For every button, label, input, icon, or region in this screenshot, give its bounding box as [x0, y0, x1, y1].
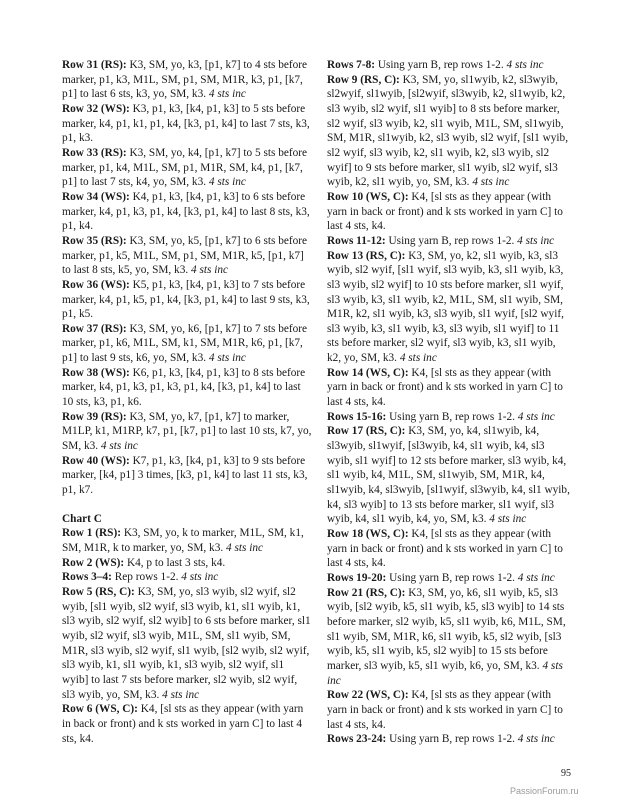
instruction-row — [62, 556, 312, 571]
instruction-row — [62, 526, 312, 555]
row-text: K7, p1, k3, [k4, p1, k3] to 9 sts before marker, [k4, p1] 3 times, [k3, p1, k4] to last 11 sts, k3, p1, k7. — [62, 454, 308, 497]
row-label: Row 17 (RS, C): — [327, 425, 406, 438]
row-increase-note: 4 sts inc — [208, 176, 246, 189]
row-increase-note: 4 sts inc — [208, 88, 246, 101]
row-label: Row 36 (WS): — [62, 278, 130, 291]
row-label: Rows 23-24: — [327, 733, 387, 746]
instruction-row — [62, 702, 312, 746]
row-text: K3, SM, yo, sl3 wyib, sl2 wyif, sl2 wyib, [sl1 wyib, sl2 wyif, sl3 wyib, k1, sl1 wyib, k1, sl3 wyib, sl2 wyif, sl2 wyib] to 6 sts before marker, sl1 wyib, sl2 wyif, sl3 wyib, M1L, SM, sl1 wyib, SM, M1R, sl3 wyib, sl2 wyif, sl1 wyib, [sl2 wyib, sl2 wyif, sl3 wyib, k1, sl1 wyib, k1, sl3 wyib, sl2 wyif, sl1 wyib] to last 7 sts before marker, sl2 wyib, sl2 wyif, sl3 wyib, yo, SM, k3. — [62, 585, 311, 701]
row-label: Row 2 (WS): — [62, 556, 125, 569]
row-increase-note: 4 sts inc — [472, 176, 510, 189]
row-increase-note: 4 sts inc — [489, 513, 527, 526]
row-label: Row 35 (RS): — [62, 234, 127, 247]
row-text: K4, [sl sts as they appear (with yarn in back or front) and k sts worked in yarn C] to last 4 sts, k4. — [327, 528, 563, 570]
row-label: Row 33 (RS): — [62, 146, 127, 159]
row-label: Row 1 (RS): — [62, 527, 121, 540]
row-label: Row 31 (RS): — [62, 59, 127, 71]
row-text: K4, [sl sts as they appear (with yarn in back or front) and k sts worked in yarn C] to last 4 sts, k4. — [327, 689, 563, 731]
row-text: K6, p1, k3, [k4, p1, k3] to 8 sts before marker, k4, p1, k3, p1, k3, p1, k4, [k3, p1, k4] to last 10 sts, k3, p1, k6. — [62, 366, 306, 409]
row-increase-note: 4 sts inc — [100, 440, 138, 453]
row-text: Using yarn B, rep rows 1-2. — [385, 234, 518, 247]
row-text: Using yarn B, rep rows 1-2. — [375, 59, 507, 71]
watermark: PassionForum.ru — [510, 786, 579, 796]
instruction-row — [327, 58, 572, 73]
instruction-row — [327, 571, 572, 586]
chart-c-row-list — [62, 526, 312, 746]
instruction-row — [327, 732, 572, 747]
left-column — [62, 58, 312, 746]
row-text: K3, SM, yo, sl1wyib, k2, sl3wyib, sl2wyif, sl1wyib, [sl2wyif, sl3wyib, k2, sl1wyib, k2, sl3 wyib, sl2 wyif, sl1 wyib] to 8 sts before marker, sl2 wyif, sl3 wyib, k2, sl1 wyib, M1L, SM, sl1wyib, SM, M1R, sl1wyib, k2, sl3 wyib, sl2 wyif, [sl1 wyib, sl2 wyif, sl3 wyib, k2, sl1 wyib, k2, sl3 wyib, sl2 wyif] to 9 sts before marker, sl1 wyib, sl2 wyif, sl3 wyib, k2, sl1 wyib, yo, SM, k3. — [327, 73, 569, 189]
row-text: K3, SM, yo, k7, [p1, k7] to marker, M1LP, k1, M1RP, k7, p1, [k7, p1] to last 10 sts, k7, yo, SM, k3. — [62, 410, 312, 453]
row-label: Row 22 (WS, C): — [327, 689, 409, 702]
row-text: K4, p1, k3, [k4, p1, k3] to 6 sts before marker, k4, p1, k3, p1, k4, [k3, p1, k4] to last 8 sts, k3, p1, k4. — [62, 190, 310, 233]
row-text: Using yarn B, rep rows 1-2. — [386, 571, 518, 584]
instruction-row — [62, 585, 312, 702]
row-text: K3, SM, yo, k6, [p1, k7] to 7 sts before marker, p1, k6, M1L, SM, k1, SM, M1R, k6, p1, [k7, p1] to last 9 sts, k6, yo, SM, k3. — [62, 322, 308, 365]
row-text: K3, SM, yo, k to marker, M1L, SM, k1, SM, M1R, k to marker, yo, SM, k3. — [62, 527, 304, 554]
instruction-row — [327, 586, 572, 689]
row-increase-note: 4 sts inc — [191, 264, 229, 277]
instruction-row — [62, 58, 312, 102]
row-increase-note: 4 sts inc — [517, 410, 555, 423]
instruction-row — [62, 454, 312, 498]
row-label: Rows 19-20: — [327, 571, 387, 584]
instruction-row — [327, 190, 572, 234]
row-increase-note: 4 sts inc — [399, 352, 437, 365]
row-increase-note: 4 sts inc — [208, 352, 246, 365]
instruction-row — [327, 410, 572, 425]
instruction-row — [62, 234, 312, 278]
instruction-row — [327, 688, 572, 732]
row-label: Row 21 (RS, C): — [327, 586, 406, 599]
row-text: K3, p1, k3, [k4, p1, k3] to 5 sts before marker, k4, p1, k1, p1, k4, [k3, p1, k4] to last 7 sts, k3, p1, k3. — [62, 102, 310, 145]
row-text: K4, p to last 3 sts, k4. — [124, 556, 226, 569]
row-increase-note: 4 sts inc — [327, 659, 563, 687]
left-row-list — [62, 58, 312, 498]
row-text: K5, p1, k3, [k4, p1, k3] to 7 sts before marker, k4, p1, k5, p1, k4, [k3, p1, k4] to last 9 sts, k3, p1, k5. — [62, 278, 310, 321]
instruction-row — [62, 146, 312, 190]
row-label: Row 13 (RS, C): — [327, 249, 406, 262]
row-text: K4, [sl sts as they appear (with yarn in back or front) and k sts worked in yarn C] to last 4 sts, k4. — [327, 190, 563, 233]
row-text: K3, SM, yo, k4, sl1wyib, k4, sl3wyib, sl1wyif, [sl3wyib, k4, sl1 wyib, k4, sl3 wyib, sl1 wyif] to 12 sts before marker, sl3 wyib, k4, sl1 wyib, k4, M1L, SM, sl1wyib, SM, M1R, k4, sl1wyib, k4, sl3wyib, [sl1wyif, sl3wyib, k4, sl1 wyib, k4, sl3 wyib] to 13 sts before marker, sl1 wyif, sl3 wyib, k4, sl1 wyib, k4, yo, SM, k3. — [327, 425, 570, 526]
row-increase-note: 4 sts inc — [517, 234, 555, 247]
row-text: Rep rows 1-2. — [111, 571, 182, 584]
right-column — [327, 58, 572, 747]
row-increase-note: 4 sts inc — [162, 688, 200, 701]
instruction-row — [327, 366, 572, 410]
row-increase-note: 4 sts inc — [226, 542, 264, 554]
row-label: Row 5 (RS, C): — [62, 585, 135, 598]
instruction-row — [62, 410, 312, 454]
row-text: K4, [sl sts as they appear (with yarn in back or front) and k sts worked in yarn C] to last 4 sts, k4. — [327, 366, 563, 409]
row-label: Rows 7-8: — [327, 59, 376, 71]
right-row-list — [327, 58, 572, 747]
instruction-row — [62, 102, 312, 146]
row-label: Row 18 (WS, C): — [327, 528, 409, 540]
row-label: Row 38 (WS): — [62, 366, 130, 379]
row-text: K3, SM, yo, k6, sl1 wyib, k5, sl3 wyib, [sl2 wyib, k5, sl1 wyib, k5, sl3 wyib] to 14 sts before marker, sl2 wyib, k5, sl1 wyib, k6, M1L, SM, sl1 wyib, SM, M1R, k6, sl1 wyib, k5, sl2 wyib, [sl3 wyib, k5, sl1 wyib, k5, sl2 wyib] to 15 sts before marker, sl3 wyib, k5, sl1 wyib, k6, yo, SM, k3. — [327, 586, 566, 672]
instruction-row — [62, 366, 312, 410]
row-label: Rows 3–4: — [62, 571, 112, 584]
instruction-row — [327, 249, 572, 366]
row-label: Row 14 (WS, C): — [327, 366, 409, 379]
row-text: Using yarn B, rep rows 1-2. — [386, 733, 518, 746]
instruction-row — [62, 278, 312, 322]
row-label: Row 37 (RS): — [62, 322, 127, 335]
chart-c-heading: Chart C — [62, 512, 102, 525]
row-text: K3, SM, yo, k3, [p1, k7] to 4 sts before marker, p1, k3, M1L, SM, p1, SM, M1R, k3, p1, [k7, p1] to last 6 sts, k3, yo, SM, k3. — [62, 59, 308, 101]
instruction-row — [62, 322, 312, 366]
row-label: Row 39 (RS): — [62, 410, 127, 423]
row-label: Row 40 (WS): — [62, 454, 130, 467]
instruction-row — [62, 570, 312, 585]
row-label: Row 6 (WS, C): — [62, 703, 138, 716]
instruction-row — [327, 527, 572, 571]
row-increase-note: 4 sts inc — [506, 59, 544, 71]
instruction-row — [327, 234, 572, 249]
instruction-row — [62, 190, 312, 234]
row-text: Using yarn B, rep rows 1-2. — [386, 410, 518, 423]
row-increase-note: 4 sts inc — [517, 571, 555, 584]
row-label: Rows 15-16: — [327, 410, 387, 423]
page-number: 95 — [561, 768, 571, 779]
row-label: Rows 11-12: — [327, 234, 386, 247]
row-text: K4, [sl sts as they appear (with yarn in back or front) and k sts worked in yarn C] to last 4 sts, k4. — [62, 703, 304, 745]
row-text: K3, SM, yo, k5, [p1, k7] to 6 sts before marker, p1, k5, M1L, SM, p1, SM, M1R, k5, [p1, k7] to last 8 sts, k5, yo, SM, k3. — [62, 234, 308, 277]
instruction-row — [327, 424, 572, 527]
row-text: K3, SM, yo, k2, sl1 wyib, k3, sl3 wyib, sl2 wyif, [sl1 wyif, sl3 wyib, k3, sl1 wyib, k3, sl3 wyib, sl2 wyif] to 10 sts before marker, sl1 wyif, sl3 wyib, k3, sl1 wyib, k2, M1L, SM, sl1 wyib, SM, M1R, k2, sl1 wyib, k3, sl3 wyib, sl1 wyif, [sl2 wyif, sl3 wyib, k3, sl1 wyib, k3, sl3 wyib, sl1 wyif] to 11 sts before marker, sl2 wyif, sl3 wyib, k3, sl1 wyib, k2, yo, SM, k3. — [327, 249, 564, 365]
row-label: Row 9 (RS, C): — [327, 73, 400, 86]
row-increase-note: 4 sts inc — [517, 733, 555, 746]
instruction-row — [327, 73, 572, 190]
row-label: Row 32 (WS): — [62, 102, 130, 115]
row-label: Row 10 (WS, C): — [327, 190, 409, 203]
row-label: Row 34 (WS): — [62, 190, 130, 203]
row-text: K3, SM, yo, k4, [p1, k7] to 5 sts before marker, p1, k4, M1L, SM, p1, M1R, SM, k4, p1, [k7, p1] to last 7 sts, k4, yo, SM, k3. — [62, 146, 308, 189]
row-increase-note: 4 sts inc — [181, 571, 219, 584]
